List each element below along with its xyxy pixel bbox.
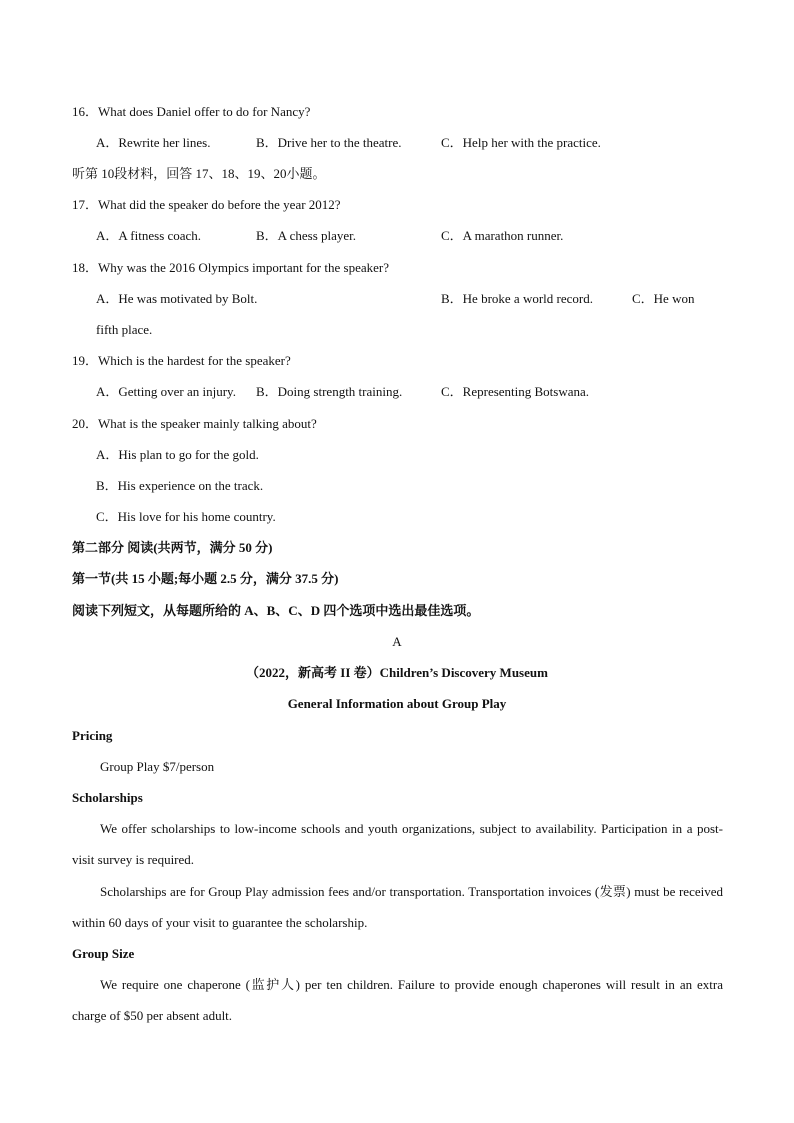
question-20-stem: 20．What is the speaker mainly talking about?: [72, 416, 317, 431]
pricing-heading: Pricing: [72, 728, 113, 743]
question-16-option-c: C．Help her with the practice.: [441, 135, 601, 150]
scholarships-paragraph-1: [72, 813, 723, 875]
question-18-stem: 18．Why was the 2016 Olympics important for the speaker?: [72, 260, 389, 275]
scholarships-paragraph-1-text: We offer scholarships to low-income schools and youth organizations, subject to availability. Participation in a post-visit survey is required.: [72, 821, 723, 867]
scholarships-paragraph-2: [72, 876, 723, 938]
question-19-option-c: C．Representing Botswana.: [441, 384, 590, 399]
part-two-title: 第二部分 阅读(共两节，满分 50 分): [72, 540, 273, 555]
question-17-stem: 17．What did the speaker do before the year 2012?: [72, 197, 341, 212]
passage-letter: A: [392, 634, 402, 649]
question-18-option-c: C．He won: [632, 291, 695, 306]
listening-instruction: 听第 10段材料，回答 17、18、19、20小题。: [72, 166, 326, 181]
question-17-option-b: B．A chess player.: [256, 228, 357, 243]
reading-instruction: 阅读下列短文，从每题所给的 A、B、C、D 四个选项中选出最佳选项。: [72, 603, 480, 618]
question-19-stem: 19．Which is the hardest for the speaker?: [72, 353, 291, 368]
section-one-title: 第一节(共 15 小题;每小题 2.5 分，满分 37.5 分): [72, 571, 339, 586]
question-18-option-a: A．He was motivated by Bolt.: [96, 291, 258, 306]
question-16-option-a: A．Rewrite her lines.: [96, 135, 211, 150]
passage-subtitle: General Information about Group Play: [287, 696, 507, 711]
scholarships-paragraph-2-text: Scholarships are for Group Play admission fees and/or transportation. Transportation invoices (发票) must be received within 60 days of your visit to guarantee the scholarship.: [72, 884, 723, 930]
question-20-option-a: A．His plan to go for the gold.: [96, 447, 259, 462]
question-17-option-a: A．A fitness coach.: [96, 228, 202, 243]
group-size-heading: Group Size: [72, 946, 135, 961]
question-17-option-c: C．A marathon runner.: [441, 228, 564, 243]
scholarships-heading: Scholarships: [72, 790, 143, 805]
question-18-option-c-continued: fifth place.: [96, 322, 153, 337]
passage-source-title: （2022，新高考 II 卷）Children’s Discovery Museum: [246, 665, 548, 680]
question-19-option-a: A．Getting over an injury.: [96, 384, 236, 399]
question-20-option-c: C．His love for his home country.: [96, 509, 276, 524]
question-18-option-b: B．He broke a world record.: [441, 291, 593, 306]
group-size-paragraph: [72, 969, 723, 1031]
pricing-text: Group Play $7/person: [100, 759, 215, 774]
question-16-stem: 16．What does Daniel offer to do for Nancy?: [72, 104, 311, 119]
group-size-paragraph-text: We require one chaperone (监护人) per ten children. Failure to provide enough chaperones will result in an extra charge of $50 per absent adult.: [72, 977, 723, 1023]
question-20-option-b: B．His experience on the track.: [96, 478, 264, 493]
question-16-option-b: B．Drive her to the theatre.: [256, 135, 402, 150]
question-19-option-b: B．Doing strength training.: [256, 384, 403, 399]
